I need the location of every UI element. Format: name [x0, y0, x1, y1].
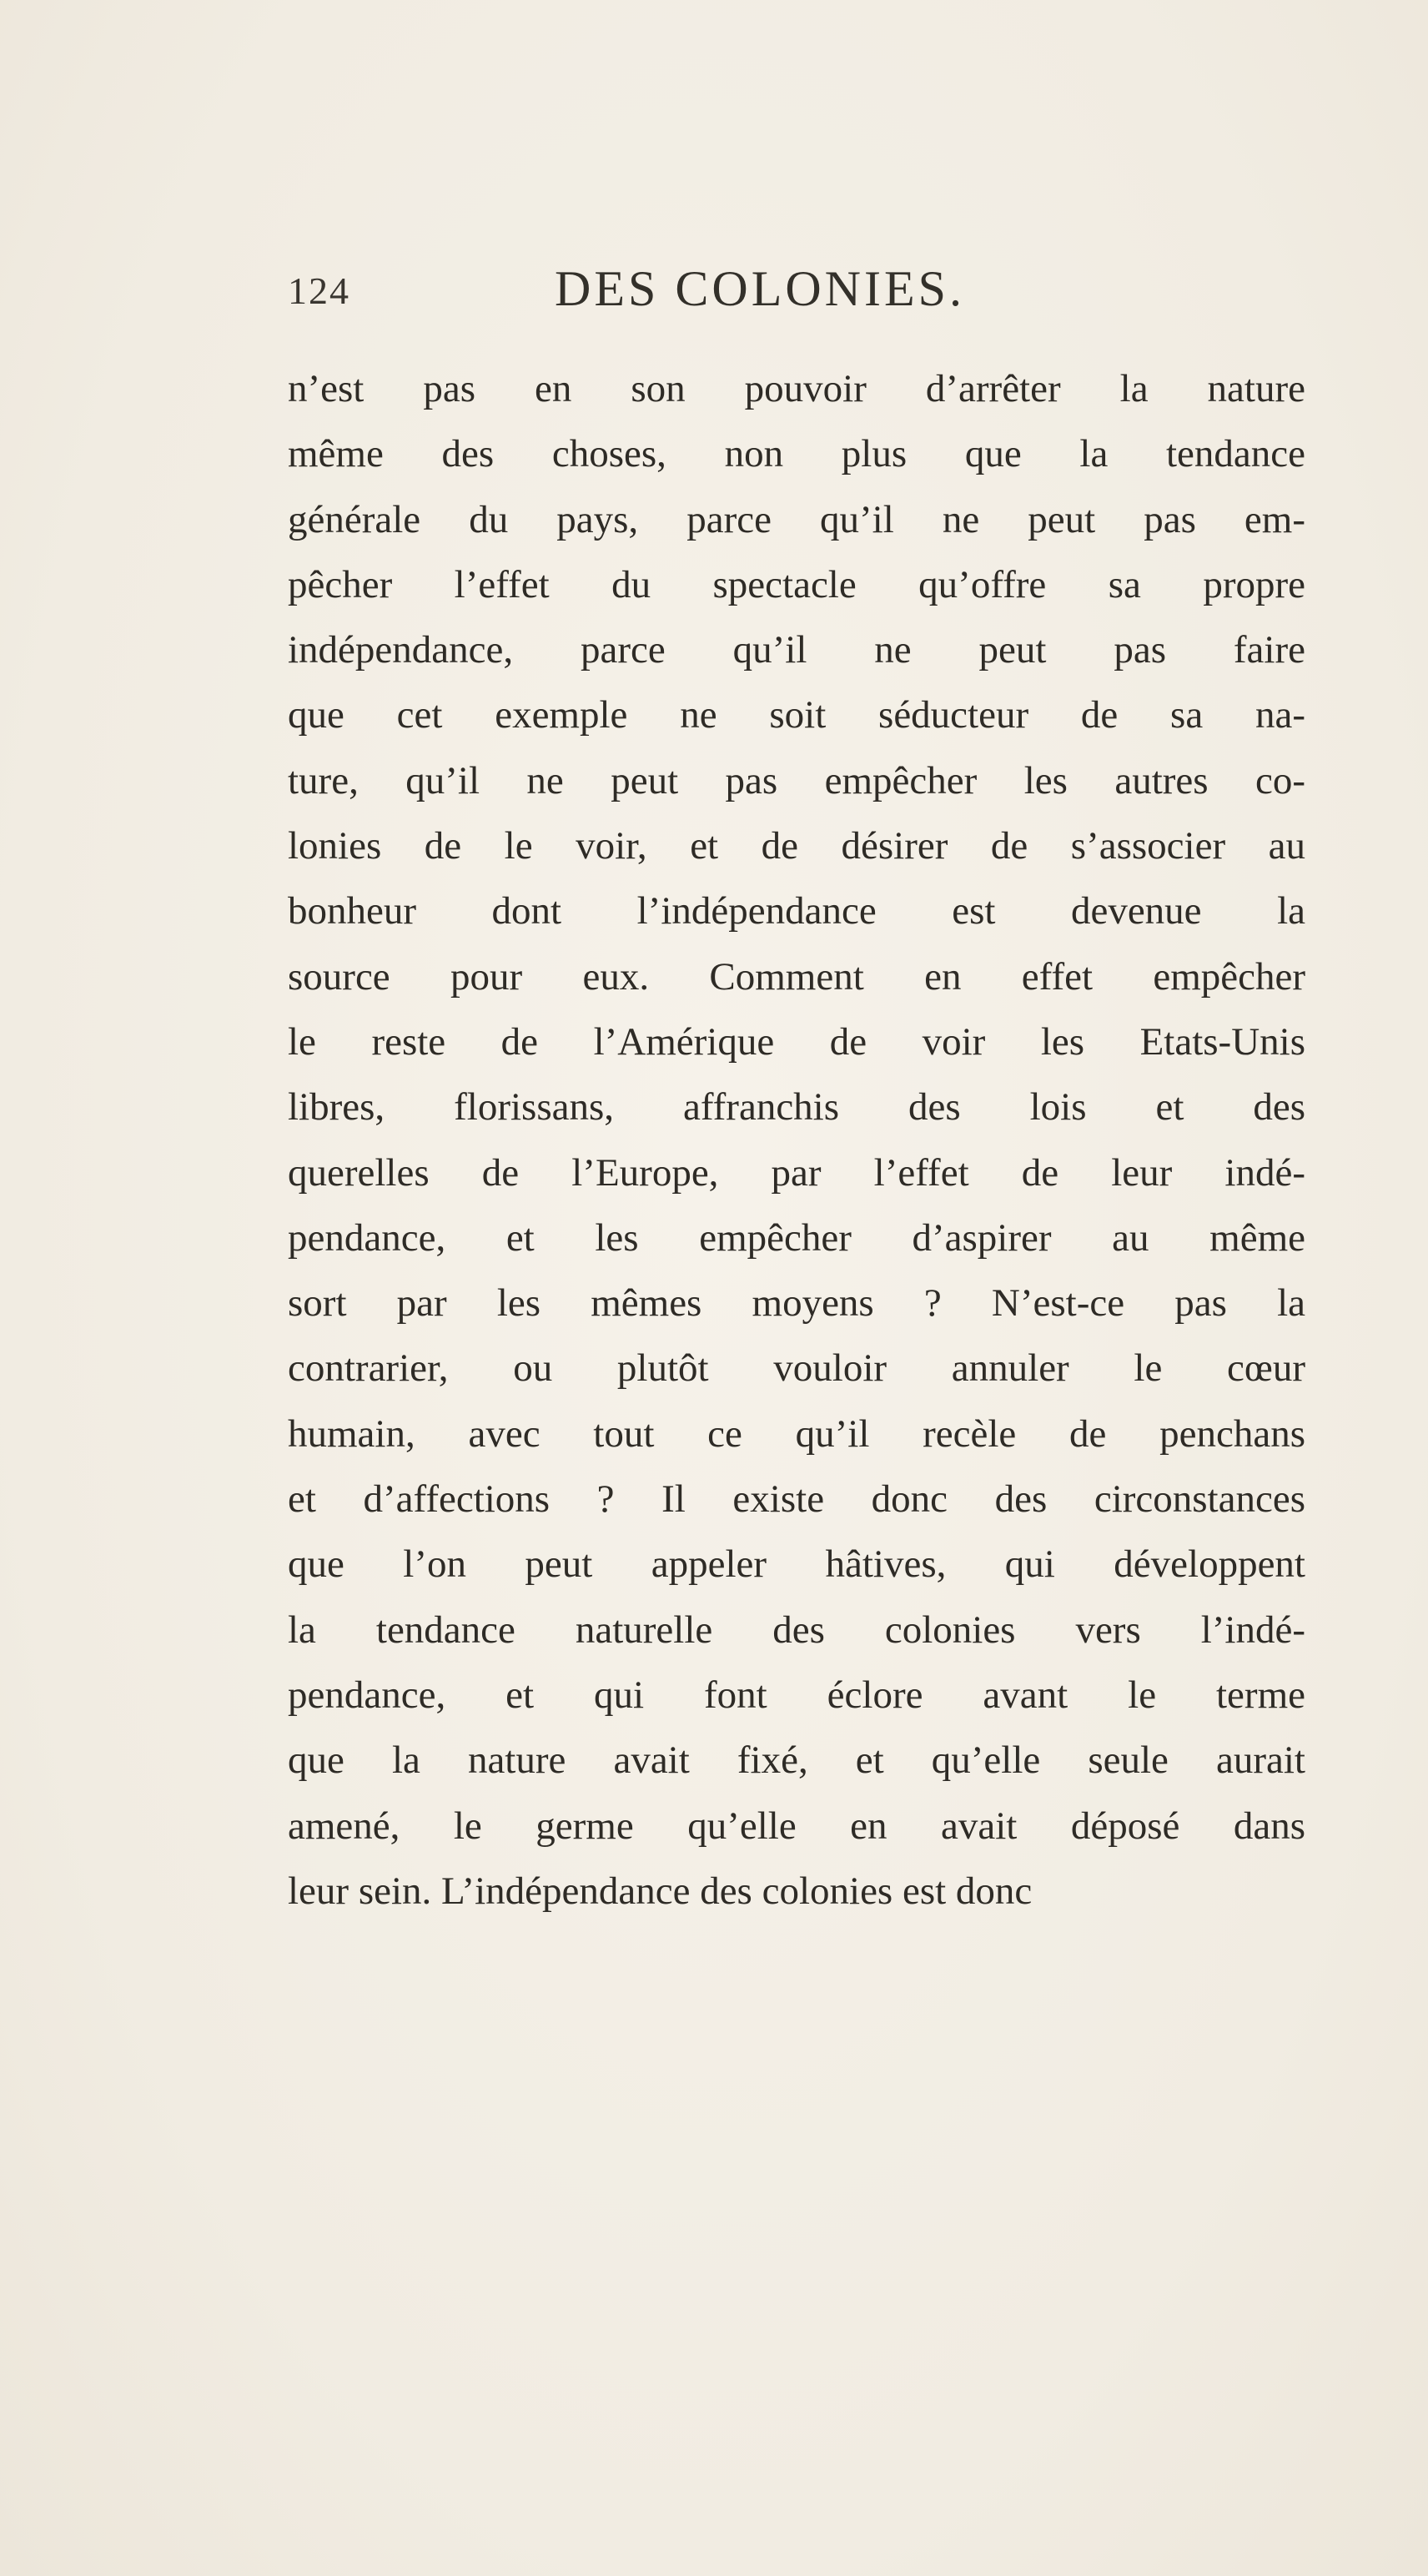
text-line: amené, le germe qu’elle en avait déposé dans [288, 1804, 1305, 1848]
text-line: que l’on peut appeler hâtives, qui développent [288, 1542, 1305, 1587]
text-line: libres, florissans, affranchis des lois et des [288, 1085, 1305, 1130]
text-line: humain, avec tout ce qu’il recèle de penchans [288, 1411, 1305, 1456]
text-line: source pour eux. Comment en effet empêcher [288, 954, 1305, 999]
text-line: pêcher l’effet du spectacle qu’offre sa propre [288, 562, 1305, 606]
text-line: le reste de l’Amérique de voir les Etats-Unis [288, 1019, 1305, 1064]
text-line: sort par les mêmes moyens ? N’est-ce pas la [288, 1281, 1305, 1326]
text-line: bonheur dont l’indépendance est devenue la [288, 889, 1305, 933]
page-header [288, 260, 1072, 327]
text-line: la tendance naturelle des colonies vers l’indé- [288, 1607, 1305, 1652]
text-line: contrarier, ou plutôt vouloir annuler le cœur [288, 1346, 1305, 1391]
text-line: que cet exemple ne soit séducteur de sa na- [288, 693, 1305, 737]
text-line: ture, qu’il ne peut pas empêcher les autres co- [288, 758, 1305, 802]
text-line: pendance, et qui font éclore avant le terme [288, 1673, 1305, 1717]
page-number: 124 [288, 269, 350, 312]
text-line: même des choses, non plus que la tendance [288, 432, 1305, 476]
running-title: DES COLONIES. [555, 261, 966, 316]
text-line: générale du pays, parce qu’il ne peut pas em- [288, 497, 1305, 541]
body-text [288, 356, 1305, 1924]
text-line: lonies de le voir, et de désirer de s’associer au [288, 824, 1305, 868]
text-line: indépendance, parce qu’il ne peut pas faire [288, 628, 1305, 672]
text-line: que la nature avait fixé, et qu’elle seule aurait [288, 1738, 1305, 1783]
text-line: querelles de l’Europe, par l’effet de leur indé- [288, 1150, 1305, 1195]
text-line: leur sein. L’indépendance des colonies est donc [288, 1869, 1033, 1913]
text-line: n’est pas en son pouvoir d’arrêter la nature [288, 367, 1305, 410]
text-line: pendance, et les empêcher d’aspirer au même [288, 1215, 1305, 1260]
text-line: et d’affections ? Il existe donc des circonstances [288, 1477, 1305, 1522]
